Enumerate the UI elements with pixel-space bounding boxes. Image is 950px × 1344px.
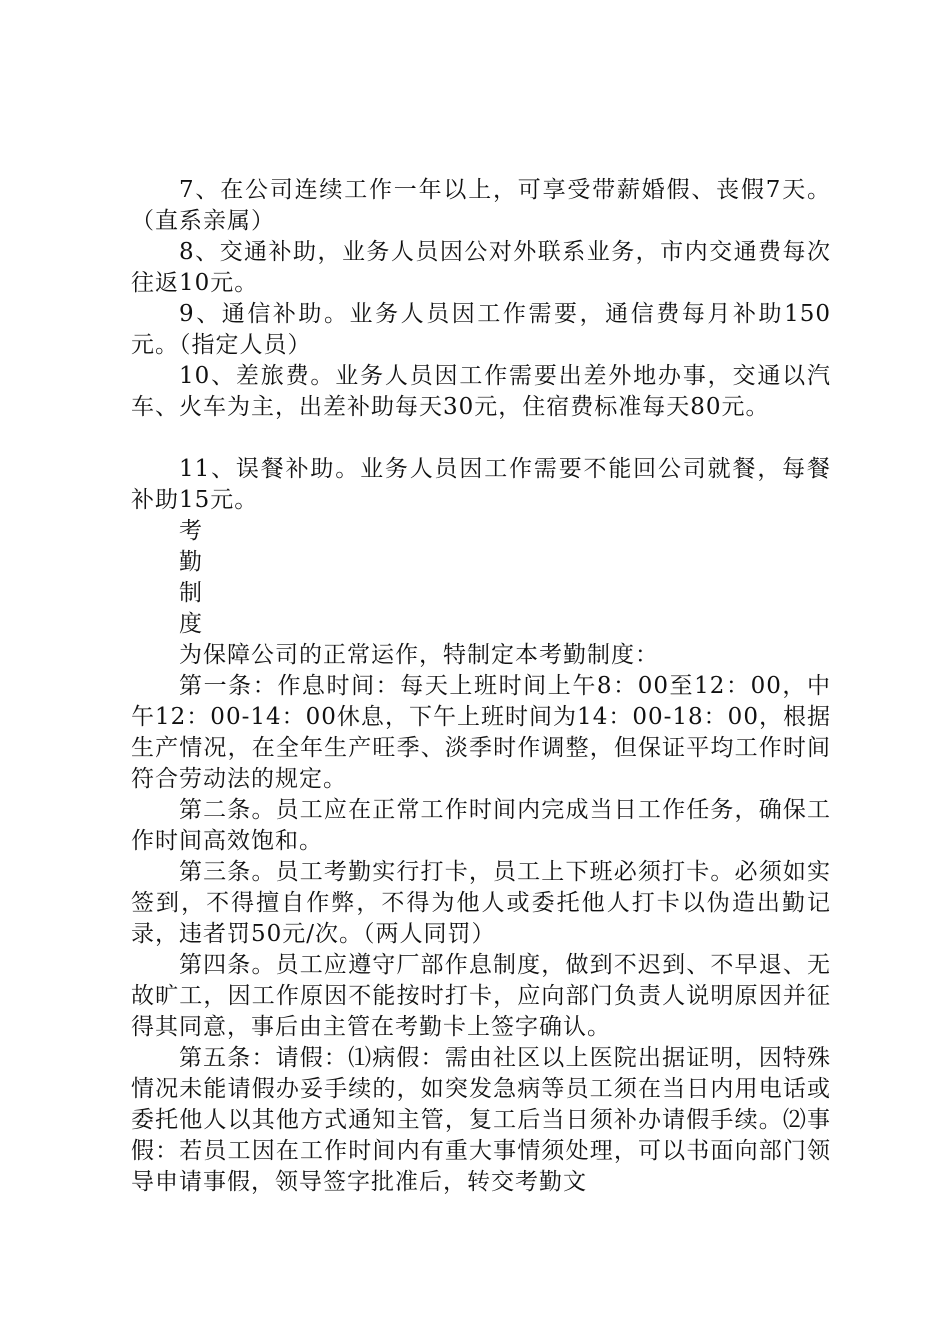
article-2-daily-tasks: 第二条。员工应在正常工作时间内完成当日工作任务，确保工作时间高效饱和。 (131, 797, 831, 854)
section-title-char: 勤 (179, 549, 203, 575)
paragraph-meal-allowance: 11、误餐补助。业务人员因工作需要不能回公司就餐，每餐补助15元。 (131, 456, 831, 513)
paragraph-marriage-leave: 7、在公司连续工作一年以上，可享受带薪婚假、丧假7天。（直系亲属） (131, 177, 831, 234)
paragraph-communication-allowance: 9、通信补助。业务人员因工作需要，通信费每月补助150元。（指定人员） (131, 301, 831, 358)
blank-line (131, 423, 831, 454)
paragraph-travel-expense: 10、差旅费。业务人员因工作需要出差外地办事，交通以汽车、火车为主，出差补助每天30元，住宿费标准每天80元。 (131, 363, 831, 420)
section-title-char: 考 (179, 518, 203, 544)
article-4-attendance-rules: 第四条。员工应遵守厂部作息制度，做到不迟到、不早退、无故旷工，因工作原因不能按时打卡，应向部门负责人说明原因并征得其同意，事后由主管在考勤卡上签字确认。 (131, 952, 831, 1040)
paragraph-intro: 为保障公司的正常运作，特制定本考勤制度： (179, 642, 659, 668)
article-1-work-hours: 第一条：作息时间：每天上班时间上午8：00至12：00，中午12：00-14：00休息，下午上班时间为14：00-18：00，根据生产情况，在全年生产旺季、淡季时作调整，但保证平均工作时间符合劳动法的规定。 (131, 673, 831, 792)
article-5-leave: 第五条：请假：⑴病假：需由社区以上医院出据证明，因特殊情况未能请假办妥手续的，如突发急病等员工须在当日内用电话或委托他人以其他方式通知主管，复工后当日须补办请假手续。⑵事假：若员工因在工作时间内有重大事情须处理，可以书面向部门领导申请事假，领导签字批准后，转交考勤文 (131, 1045, 831, 1195)
article-3-clock-in: 第三条。员工考勤实行打卡，员工上下班必须打卡。必须如实签到，不得擅自作弊，不得为他人或委托他人打卡以伪造出勤记录，违者罚50元/次。（两人同罚） (131, 859, 831, 947)
section-title-char: 度 (179, 611, 203, 637)
section-title-char: 制 (179, 580, 203, 606)
paragraph-transport-allowance: 8、交通补助，业务人员因公对外联系业务，市内交通费每次往返10元。 (131, 239, 831, 296)
document-content (131, 175, 831, 1198)
